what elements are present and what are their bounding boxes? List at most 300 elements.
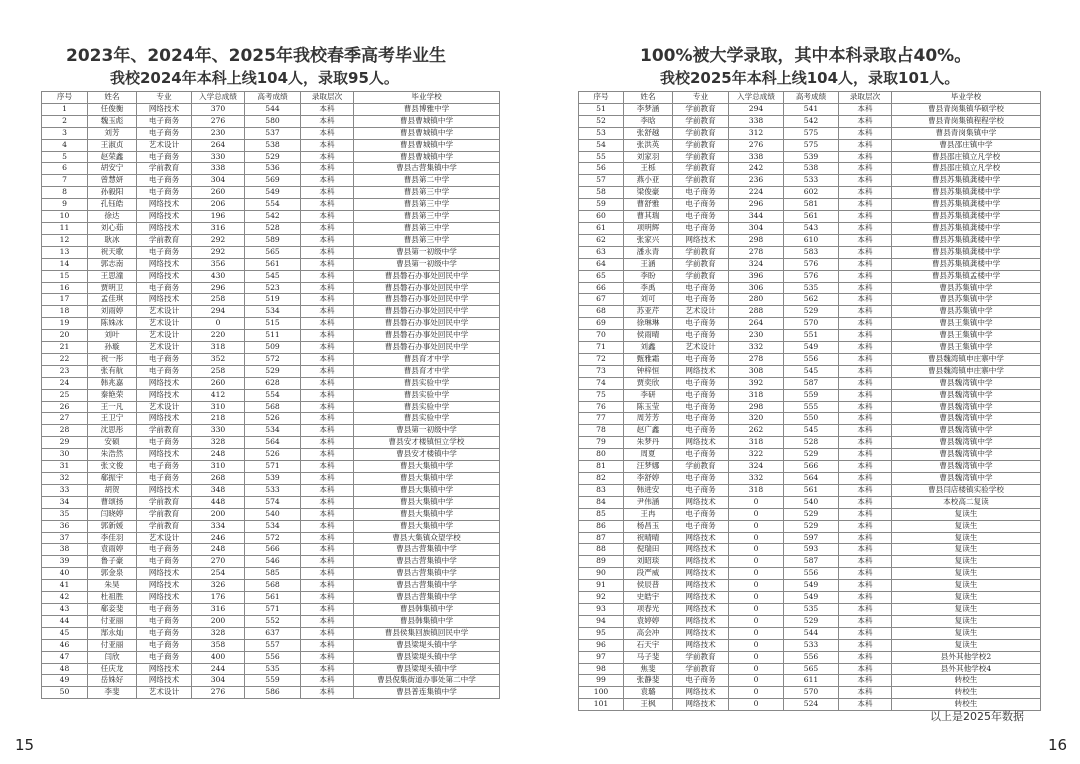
table-cell: 280 — [729, 294, 784, 306]
table-cell: 网络技术 — [673, 699, 729, 711]
table-cell: 曹县苏集镇孟楼中学 — [892, 270, 1041, 282]
table-cell: 14 — [42, 258, 88, 270]
table-cell: 梁俊豪 — [624, 187, 673, 199]
table-cell: 甄雅霜 — [624, 353, 673, 365]
table-cell: 曹县侯集回族镇回民中学 — [354, 627, 500, 639]
table-cell: 祝一彤 — [88, 353, 137, 365]
table-cell: 学前教育 — [673, 115, 729, 127]
table-row — [579, 603, 1041, 615]
table-cell: 网络技术 — [137, 592, 192, 604]
table-cell: 278 — [729, 353, 784, 365]
table-cell: 复读生 — [892, 508, 1041, 520]
table-cell: 276 — [729, 139, 784, 151]
table-row — [42, 603, 500, 615]
table-cell: 356 — [192, 258, 245, 270]
table-cell: 80 — [579, 449, 624, 461]
table-cell: 网络技术 — [137, 580, 192, 592]
table-cell: 本科 — [839, 508, 892, 520]
table-cell: 0 — [729, 615, 784, 627]
table-cell: 郭新媛 — [88, 520, 137, 532]
table-cell: 本科 — [839, 615, 892, 627]
table-cell: 本科 — [839, 175, 892, 187]
table-cell: 0 — [729, 544, 784, 556]
table-cell: 564 — [245, 437, 301, 449]
table-cell: 278 — [729, 246, 784, 258]
table-cell: 本科 — [839, 699, 892, 711]
table-cell: 曹县大集镇中学 — [354, 496, 500, 508]
table-cell: 曹县古营集镇中学 — [354, 580, 500, 592]
column-header: 录取层次 — [839, 92, 892, 104]
table-cell: 本科 — [839, 353, 892, 365]
table-row — [579, 663, 1041, 675]
table-cell: 电子商务 — [137, 246, 192, 258]
table-cell: 曹县磐石办事处回民中学 — [354, 330, 500, 342]
table-cell: 26 — [42, 401, 88, 413]
table-cell: 曹县大集镇中学 — [354, 520, 500, 532]
column-header: 毕业学校 — [892, 92, 1041, 104]
table-cell: 本科 — [839, 318, 892, 330]
table-cell: 曹县魏湾镇中学 — [892, 401, 1041, 413]
table-cell: 电子商务 — [137, 115, 192, 127]
table-cell: 511 — [245, 330, 301, 342]
table-cell: 曹县曹城镇中学 — [354, 115, 500, 127]
table-row — [42, 615, 500, 627]
table-cell: 0 — [729, 496, 784, 508]
table-cell: 79 — [579, 437, 624, 449]
table-cell: 326 — [192, 580, 245, 592]
table-cell: 艺术设计 — [137, 318, 192, 330]
table-cell: 本科 — [301, 377, 354, 389]
table-cell: 75 — [579, 389, 624, 401]
table-cell: 段严威 — [624, 568, 673, 580]
table-cell: 电子商务 — [137, 437, 192, 449]
table-cell: 刘叶 — [88, 330, 137, 342]
table-cell: 84 — [579, 496, 624, 508]
table-cell: 本科 — [301, 211, 354, 223]
table-cell: 100 — [579, 687, 624, 699]
table-cell: 曹县曹城镇中学 — [354, 139, 500, 151]
table-cell: 本科 — [301, 222, 354, 234]
table-cell: 0 — [729, 663, 784, 675]
table-cell: 316 — [192, 222, 245, 234]
table-cell: 545 — [784, 365, 839, 377]
table-row — [579, 627, 1041, 639]
table-cell: 542 — [784, 115, 839, 127]
table-cell: 本科 — [839, 234, 892, 246]
table-cell: 陈玉莹 — [624, 401, 673, 413]
table-cell: 电子商务 — [673, 377, 729, 389]
table-cell: 352 — [192, 353, 245, 365]
table-cell: 电子商务 — [137, 651, 192, 663]
table-row — [42, 663, 500, 675]
table-cell: 332 — [729, 473, 784, 485]
table-row — [579, 222, 1041, 234]
table-cell: 292 — [192, 246, 245, 258]
table-cell: 本科 — [839, 484, 892, 496]
table-cell: 10 — [42, 211, 88, 223]
table-row — [579, 330, 1041, 342]
table-cell: 本科 — [301, 330, 354, 342]
table-cell: 572 — [245, 532, 301, 544]
table-cell: 本科 — [839, 639, 892, 651]
table-cell: 本科 — [301, 103, 354, 115]
table-cell: 本科 — [301, 651, 354, 663]
table-cell: 袁璐 — [624, 687, 673, 699]
table-cell: 网络技术 — [673, 580, 729, 592]
table-cell: 复读生 — [892, 532, 1041, 544]
table-cell: 296 — [729, 199, 784, 211]
table-cell: 张家兴 — [624, 234, 673, 246]
table-cell: 本科 — [301, 365, 354, 377]
table-cell: 项明辉 — [624, 222, 673, 234]
table-cell: 535 — [784, 282, 839, 294]
table-row — [579, 163, 1041, 175]
table-cell: 曹县苏集镇龚楼中学 — [892, 246, 1041, 258]
table-cell: 李舒婷 — [624, 473, 673, 485]
table-cell: 复读生 — [892, 556, 1041, 568]
table-cell: 艺术设计 — [137, 342, 192, 354]
table-cell: 0 — [729, 520, 784, 532]
table-cell: 15 — [42, 270, 88, 282]
table-cell: 电子商务 — [137, 365, 192, 377]
table-cell: 贾奕欣 — [624, 377, 673, 389]
table-cell: 张舒越 — [624, 127, 673, 139]
table-cell: 91 — [579, 580, 624, 592]
table-cell: 568 — [245, 580, 301, 592]
table-cell: 电子商务 — [673, 425, 729, 437]
table-cell: 李晗 — [624, 115, 673, 127]
table-cell: 526 — [245, 449, 301, 461]
table-cell: 网络技术 — [673, 365, 729, 377]
table-cell: 85 — [579, 508, 624, 520]
table-cell: 320 — [729, 413, 784, 425]
table-cell: 曹其瑞 — [624, 211, 673, 223]
table-cell: 曹县苏集镇中学 — [892, 282, 1041, 294]
table-cell: 网络技术 — [673, 568, 729, 580]
table-cell: 复读生 — [892, 639, 1041, 651]
table-cell: 本科 — [301, 496, 354, 508]
table-cell: 潘永青 — [624, 246, 673, 258]
table-cell: 543 — [784, 222, 839, 234]
table-cell: 电子商务 — [673, 330, 729, 342]
table-cell: 曹县曹城镇中学 — [354, 151, 500, 163]
table-cell: 艺术设计 — [137, 330, 192, 342]
table-cell: 70 — [579, 330, 624, 342]
table-cell: 528 — [245, 222, 301, 234]
table-cell: 网络技术 — [673, 615, 729, 627]
table-cell: 545 — [245, 270, 301, 282]
table-cell: 316 — [192, 603, 245, 615]
table-cell: 318 — [729, 389, 784, 401]
table-cell: 328 — [192, 627, 245, 639]
table-cell: 304 — [729, 222, 784, 234]
table-cell: 本科 — [839, 496, 892, 508]
table-cell: 304 — [192, 175, 245, 187]
table-row — [579, 508, 1041, 520]
table-cell: 400 — [192, 651, 245, 663]
table-cell: 本科 — [839, 687, 892, 699]
table-cell: 曹县魏湾镇中学 — [892, 425, 1041, 437]
column-header: 高考成绩 — [784, 92, 839, 104]
table-cell: 曹县育才中学 — [354, 365, 500, 377]
table-cell: 81 — [579, 461, 624, 473]
table-cell: 34 — [42, 496, 88, 508]
table-cell: 学前教育 — [137, 425, 192, 437]
table-cell: 本科 — [839, 127, 892, 139]
table-row — [42, 389, 500, 401]
table-cell: 550 — [784, 413, 839, 425]
table-cell: 566 — [784, 461, 839, 473]
table-cell: 55 — [579, 151, 624, 163]
table-cell: 324 — [729, 258, 784, 270]
table-cell: 396 — [729, 270, 784, 282]
table-cell: 网络技术 — [137, 675, 192, 687]
table-cell: 赵荣鑫 — [88, 151, 137, 163]
table-cell: 网络技术 — [137, 199, 192, 211]
table-cell: 曹县第二中学 — [354, 175, 500, 187]
table-cell: 网络技术 — [137, 258, 192, 270]
table-cell: 曹县魏湾镇中学 — [892, 413, 1041, 425]
table-row — [579, 568, 1041, 580]
table-cell: 324 — [729, 461, 784, 473]
table-cell: 孙毅阳 — [88, 187, 137, 199]
table-cell: 559 — [245, 675, 301, 687]
table-cell: 276 — [192, 115, 245, 127]
table-cell: 胡安宁 — [88, 163, 137, 175]
table-cell: 304 — [192, 675, 245, 687]
table-cell: 540 — [784, 496, 839, 508]
table-cell: 鲁子豪 — [88, 556, 137, 568]
table-cell: 264 — [729, 318, 784, 330]
table-row — [42, 413, 500, 425]
column-header: 姓名 — [88, 92, 137, 104]
table-cell: 576 — [784, 258, 839, 270]
table-row — [579, 318, 1041, 330]
table-cell: 朱昊 — [88, 580, 137, 592]
table-cell: 29 — [42, 437, 88, 449]
table-cell: 电子商务 — [137, 282, 192, 294]
table-cell: 曹县魏湾镇中学 — [892, 473, 1041, 485]
column-header: 录取层次 — [301, 92, 354, 104]
table-row — [42, 175, 500, 187]
table-cell: 264 — [192, 139, 245, 151]
table-cell: 王卫宁 — [88, 413, 137, 425]
table-cell: 杜祖胜 — [88, 592, 137, 604]
table-cell: 23 — [42, 365, 88, 377]
table-cell: 曹县博雅中学 — [354, 103, 500, 115]
table-cell: 电子商务 — [137, 353, 192, 365]
table-row — [579, 377, 1041, 389]
table-cell: 7 — [42, 175, 88, 187]
table-cell: 本科 — [839, 330, 892, 342]
table-cell: 闫欣 — [88, 651, 137, 663]
table-cell: 537 — [245, 127, 301, 139]
table-cell: 529 — [784, 520, 839, 532]
table-cell: 复读生 — [892, 520, 1041, 532]
table-cell: 艺术设计 — [137, 532, 192, 544]
table-cell: 曹县古营集镇中学 — [354, 568, 500, 580]
table-cell: 本科 — [301, 449, 354, 461]
table-cell: 倪瑞田 — [624, 544, 673, 556]
table-cell: 本科 — [301, 234, 354, 246]
table-cell: 曹县大集镇众望学校 — [354, 532, 500, 544]
table-cell: 曹县韩集镇中学 — [354, 615, 500, 627]
table-cell: 本科 — [839, 187, 892, 199]
table-cell: 585 — [245, 568, 301, 580]
table-cell: 曹县古营集镇中学 — [354, 592, 500, 604]
table-cell: 曹县韩集镇中学 — [354, 603, 500, 615]
table-cell: 574 — [245, 496, 301, 508]
table-header-row — [42, 92, 500, 104]
table-cell: 转校生 — [892, 675, 1041, 687]
table-cell: 本科 — [839, 473, 892, 485]
table-cell: 0 — [729, 532, 784, 544]
table-cell: 587 — [784, 556, 839, 568]
table-cell: 569 — [245, 175, 301, 187]
table-cell: 焦斐 — [624, 663, 673, 675]
table-row — [42, 103, 500, 115]
table-cell: 本科 — [839, 401, 892, 413]
table-cell: 电子商务 — [137, 151, 192, 163]
table-cell: 554 — [245, 199, 301, 211]
table-cell: 本科 — [839, 246, 892, 258]
table-row — [579, 294, 1041, 306]
table-cell: 网络技术 — [673, 532, 729, 544]
table-row — [42, 508, 500, 520]
table-cell: 95 — [579, 627, 624, 639]
table-row — [42, 365, 500, 377]
table-cell: 复读生 — [892, 592, 1041, 604]
table-cell: 电子商务 — [673, 413, 729, 425]
table-cell: 580 — [245, 115, 301, 127]
table-cell: 曾慧妍 — [88, 175, 137, 187]
table-cell: 曹县育才中学 — [354, 353, 500, 365]
table-cell: 转校生 — [892, 699, 1041, 711]
table-cell: 268 — [192, 473, 245, 485]
table-cell: 网络技术 — [137, 270, 192, 282]
table-cell: 529 — [784, 449, 839, 461]
table-cell: 电子商务 — [137, 544, 192, 556]
column-header: 入学总成绩 — [729, 92, 784, 104]
table-cell: 本科 — [839, 163, 892, 175]
table-cell: 539 — [245, 473, 301, 485]
table-cell: 330 — [192, 425, 245, 437]
table-cell: 网络技术 — [137, 663, 192, 675]
table-cell: 李斐 — [88, 687, 137, 699]
table-cell: 8 — [42, 187, 88, 199]
table-cell: 本科 — [839, 306, 892, 318]
table-cell: 60 — [579, 211, 624, 223]
table-cell: 曹县青岗集镇中学 — [892, 127, 1041, 139]
table-cell: 县外其他学校2 — [892, 651, 1041, 663]
table-cell: 曹县魏湾镇中学 — [892, 377, 1041, 389]
table-cell: 曹县大集镇中学 — [354, 508, 500, 520]
table-cell: 学前教育 — [673, 103, 729, 115]
table-cell: 0 — [729, 508, 784, 520]
table-cell: 本科 — [839, 103, 892, 115]
table-cell: 艺术设计 — [673, 342, 729, 354]
table-cell: 533 — [245, 484, 301, 496]
table-cell: 41 — [42, 580, 88, 592]
table-cell: 206 — [192, 199, 245, 211]
table-cell: 56 — [579, 163, 624, 175]
table-cell: 本科 — [301, 568, 354, 580]
table-cell: 246 — [192, 532, 245, 544]
table-cell: 苏亚芹 — [624, 306, 673, 318]
table-cell: 网络技术 — [673, 234, 729, 246]
table-cell: 网络技术 — [137, 222, 192, 234]
table-cell: 53 — [579, 127, 624, 139]
table-cell: 曹县第三中学 — [354, 222, 500, 234]
table-cell: 308 — [729, 365, 784, 377]
table-row — [579, 139, 1041, 151]
table-cell: 本校高二复读 — [892, 496, 1041, 508]
table-cell: 529 — [784, 508, 839, 520]
table-cell: 本科 — [301, 282, 354, 294]
table-cell: 43 — [42, 603, 88, 615]
table-cell: 298 — [729, 401, 784, 413]
table-cell: 61 — [579, 222, 624, 234]
table-row — [579, 687, 1041, 699]
table-cell: 学前教育 — [673, 151, 729, 163]
table-cell: 孙璇 — [88, 342, 137, 354]
table-row — [42, 187, 500, 199]
table-cell: 曹县梁堤头镇中学 — [354, 651, 500, 663]
table-row — [579, 651, 1041, 663]
table-cell: 570 — [784, 687, 839, 699]
table-cell: 576 — [784, 270, 839, 282]
table-cell: 82 — [579, 473, 624, 485]
table-cell: 本科 — [301, 532, 354, 544]
table-cell: 学前教育 — [673, 270, 729, 282]
table-cell: 本科 — [301, 139, 354, 151]
table-cell: 电子商务 — [673, 353, 729, 365]
table-cell: 332 — [729, 342, 784, 354]
table-cell: 郭志南 — [88, 258, 137, 270]
table-cell: 65 — [579, 270, 624, 282]
table-cell: 曹县王集镇中学 — [892, 318, 1041, 330]
table-cell: 本科 — [301, 687, 354, 699]
table-cell: 电子商务 — [137, 615, 192, 627]
table-cell: 63 — [579, 246, 624, 258]
table-cell: 67 — [579, 294, 624, 306]
table-cell: 王思潼 — [88, 270, 137, 282]
table-cell: 本科 — [301, 520, 354, 532]
page-title: 2023年、2024年、2025年我校春季高考毕业生 — [66, 46, 446, 66]
table-cell: 孔钰皓 — [88, 199, 137, 211]
table-row — [42, 199, 500, 211]
table-cell: 218 — [192, 413, 245, 425]
table-cell: 97 — [579, 651, 624, 663]
table-cell: 本科 — [839, 663, 892, 675]
table-cell: 533 — [784, 175, 839, 187]
table-cell: 11 — [42, 222, 88, 234]
table-cell: 448 — [192, 496, 245, 508]
table-cell: 294 — [192, 306, 245, 318]
table-row — [42, 318, 500, 330]
table-cell: 史皓宇 — [624, 592, 673, 604]
table-cell: 电子商务 — [137, 127, 192, 139]
table-cell: 复读生 — [892, 544, 1041, 556]
table-cell: 593 — [784, 544, 839, 556]
table-cell: 沈思彤 — [88, 425, 137, 437]
table-row — [579, 484, 1041, 496]
column-header: 序号 — [42, 92, 88, 104]
table-cell: 571 — [245, 603, 301, 615]
table-cell: 曹县第三中学 — [354, 211, 500, 223]
table-cell: 412 — [192, 389, 245, 401]
table-cell: 328 — [192, 437, 245, 449]
